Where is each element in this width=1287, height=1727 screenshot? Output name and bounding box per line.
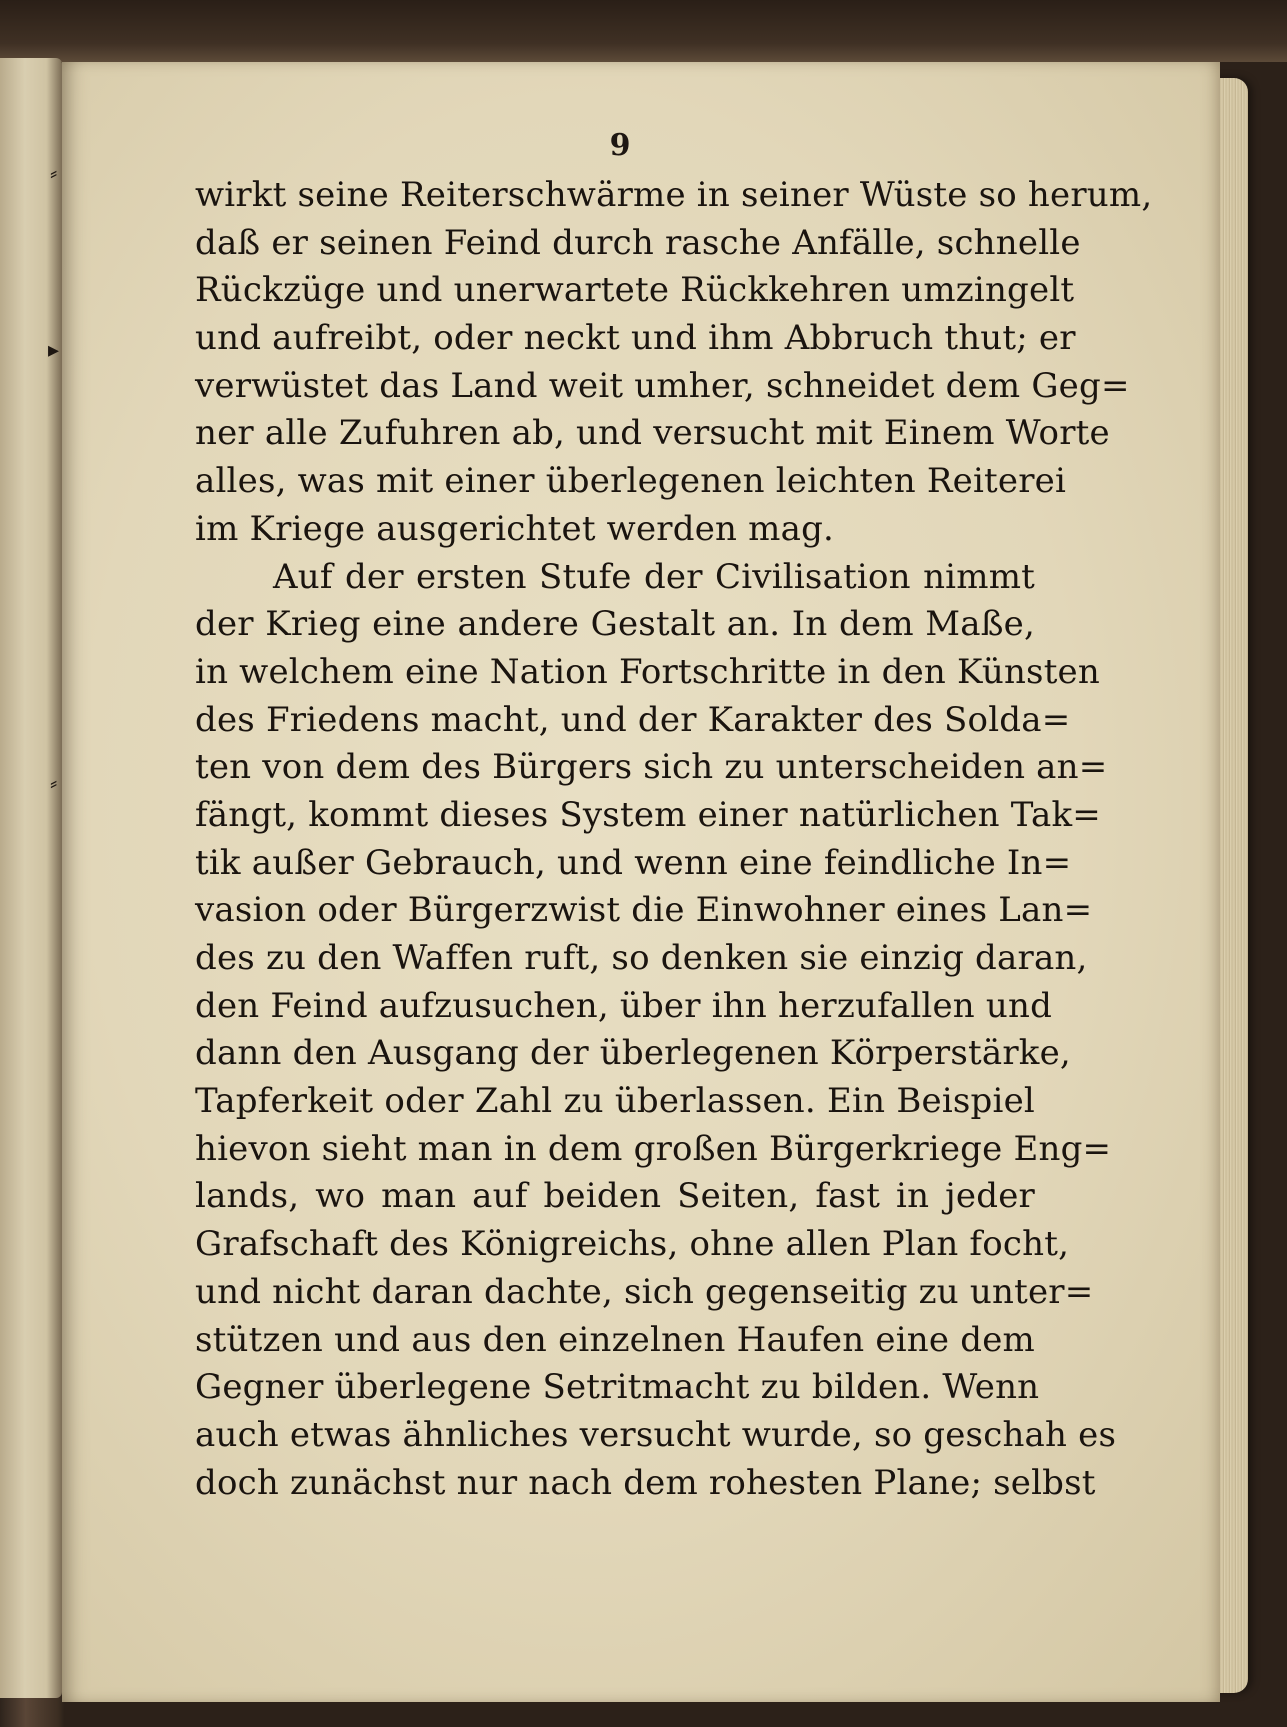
text-line: Tapferkeit oder Zahl zu überlassen. Ein Beispiel <box>195 1081 1035 1122</box>
margin-mark: ⸗ <box>50 771 58 796</box>
text-line: lands, wo man auf beiden Seiten, fast in jeder <box>195 1176 1035 1217</box>
body-text <box>195 172 1153 1507</box>
text-line: Gegner überlegene Setritmacht zu bilden. Wenn <box>195 1367 1040 1408</box>
text-line: verwüstet das Land weit umher, schneidet dem Geg= <box>195 365 1130 406</box>
text-line: tik außer Gebrauch, und wenn eine feindliche In= <box>195 842 1072 883</box>
text-line: und aufreibt, oder neckt und ihm Abbruch thut; er <box>195 318 1076 359</box>
text-line: vasion oder Bürgerzwist die Einwohner eines Lan= <box>195 890 1093 931</box>
text-line: Auf der ersten Stufe der Civilisation nimmt <box>273 556 1035 597</box>
text-line: im Kriege ausgerichtet werden mag. <box>195 508 835 549</box>
margin-mark: ⸗ <box>50 161 58 186</box>
text-line: dann den Ausgang der überlegenen Körperstärke, <box>195 1033 1071 1074</box>
text-line: Grafschaft des Königreichs, ohne allen Plan focht, <box>195 1224 1070 1265</box>
facing-page-edge <box>0 58 62 1698</box>
text-line: daß er seinen Feind durch rasche Anfälle, schnelle <box>195 222 1081 263</box>
text-line: doch zunächst nur nach dem rohesten Plane; selbst <box>195 1462 1096 1503</box>
text-line: des Friedens macht, und der Karakter des Solda= <box>195 699 1071 740</box>
text-line: des zu den Waffen ruft, so denken sie einzig daran, <box>195 938 1088 978</box>
text-line: der Krieg eine andere Gestalt an. In dem Maße, <box>195 604 1035 645</box>
text-line: fängt, kommt dieses System einer natürlichen Tak= <box>195 794 1101 835</box>
margin-mark: ▸ <box>48 338 60 363</box>
text-line: und nicht daran dachte, sich gegenseitig zu unter= <box>195 1271 1094 1312</box>
paragraph-2 <box>195 554 1117 1508</box>
page-number: 9 <box>609 128 631 163</box>
text-line: wirkt seine Reiterschwärme in seiner Wüste so herum, <box>195 175 1153 215</box>
text-line: den Feind aufzusuchen, über ihn herzufallen und <box>195 985 1053 1026</box>
text-line: auch etwas ähnliches versucht wurde, so geschah es <box>195 1414 1117 1455</box>
text-line: in welchem eine Nation Fortschritte in den Künsten <box>195 651 1100 692</box>
text-line: ten von dem des Bürgers sich zu unterscheiden an= <box>195 747 1108 788</box>
book-cover-top <box>0 0 1287 62</box>
text-line: alles, was mit einer überlegenen leichten Reiterei <box>195 461 1067 502</box>
paragraph-1 <box>195 172 1153 554</box>
text-line: Rückzüge und unerwartete Rückkehren umzingelt <box>195 270 1075 311</box>
text-line: stützen und aus den einzelnen Haufen eine dem <box>195 1319 1035 1360</box>
text-line: ner alle Zufuhren ab, und versucht mit Einem Worte <box>195 413 1110 454</box>
text-line: hievon sieht man in dem großen Bürgerkriege Eng= <box>195 1128 1112 1169</box>
